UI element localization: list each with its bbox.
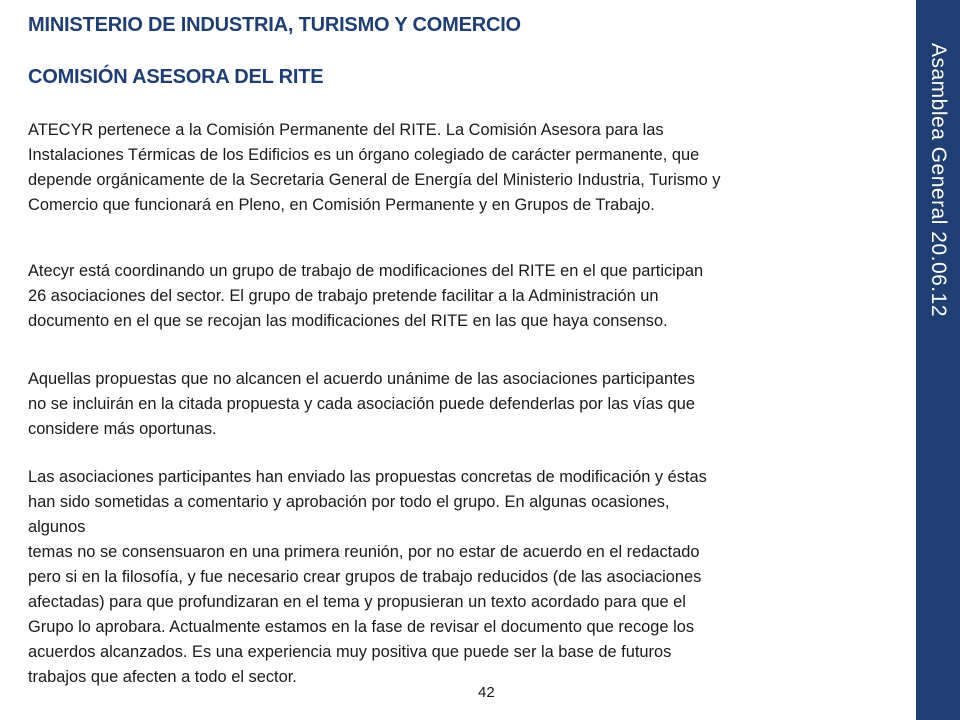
paragraph-3 — [28, 367, 886, 442]
paragraph-line: considere más oportunas. — [28, 420, 217, 438]
paragraph-line: temas no se consensuaron en una primera reunión, por no estar de acuerdo en el redactado — [28, 543, 700, 561]
paragraph-line: Atecyr está coordinando un grupo de trabajo de modificaciones del RITE en el que participan — [28, 262, 704, 280]
sidebar-label: Asamblea General 20.06.12 — [927, 42, 950, 318]
page-number: 42 — [478, 684, 495, 701]
paragraph-line: Aquellas propuestas que no alcancen el acuerdo unánime de las asociaciones participantes — [28, 370, 695, 388]
sidebar-band — [916, 0, 960, 720]
paragraph-line: algunos — [28, 518, 86, 536]
section-title: COMISIÓN ASESORA DEL RITE — [28, 66, 324, 88]
paragraph-line: Grupo lo aprobara. Actualmente estamos en la fase de revisar el documento que recoge los — [28, 618, 695, 636]
paragraph-1 — [28, 118, 886, 218]
paragraph-line: han sido sometidas a comentario y aprobación por todo el grupo. En algunas ocasiones, — [28, 493, 670, 511]
paragraph-line: pero si en la filosofía, y fue necesario crear grupos de trabajo reducidos (de las asociaciones — [28, 568, 702, 586]
paragraph-line: Las asociaciones participantes han enviado las propuestas concretas de modificación y éstas — [28, 468, 707, 486]
paragraph-line: Comercio que funcionará en Pleno, en Comisión Permanente y en Grupos de Trabajo. — [28, 196, 655, 214]
paragraph-line: ATECYR pertenece a la Comisión Permanente del RITE. La Comisión Asesora para las — [28, 121, 664, 139]
paragraph-line: Instalaciones Térmicas de los Edificios es un órgano colegiado de carácter permanente, que — [28, 146, 700, 164]
paragraph-line: depende orgánicamente de la Secretaria General de Energía del Ministerio Industria, Turismo y — [28, 171, 721, 189]
paragraph-4 — [28, 465, 886, 690]
paragraph-line: acuerdos alcanzados. Es una experiencia muy positiva que puede ser la base de futuros — [28, 643, 672, 661]
paragraph-line: afectadas) para que profundizaran en el tema y propusieran un texto acordado para que el — [28, 593, 686, 611]
paragraph-line: no se incluirán en la citada propuesta y cada asociación puede defenderlas por las vías que — [28, 395, 695, 413]
paragraph-2 — [28, 259, 886, 334]
paragraph-line: trabajos que afecten a todo el sector. — [28, 668, 297, 686]
paragraph-line: 26 asociaciones del sector. El grupo de trabajo pretende facilitar a la Administración un — [28, 287, 659, 305]
ministry-title: MINISTERIO DE INDUSTRIA, TURISMO Y COMERCIO — [28, 14, 521, 36]
paragraph-line: documento en el que se recojan las modificaciones del RITE en las que haya consenso. — [28, 312, 668, 330]
